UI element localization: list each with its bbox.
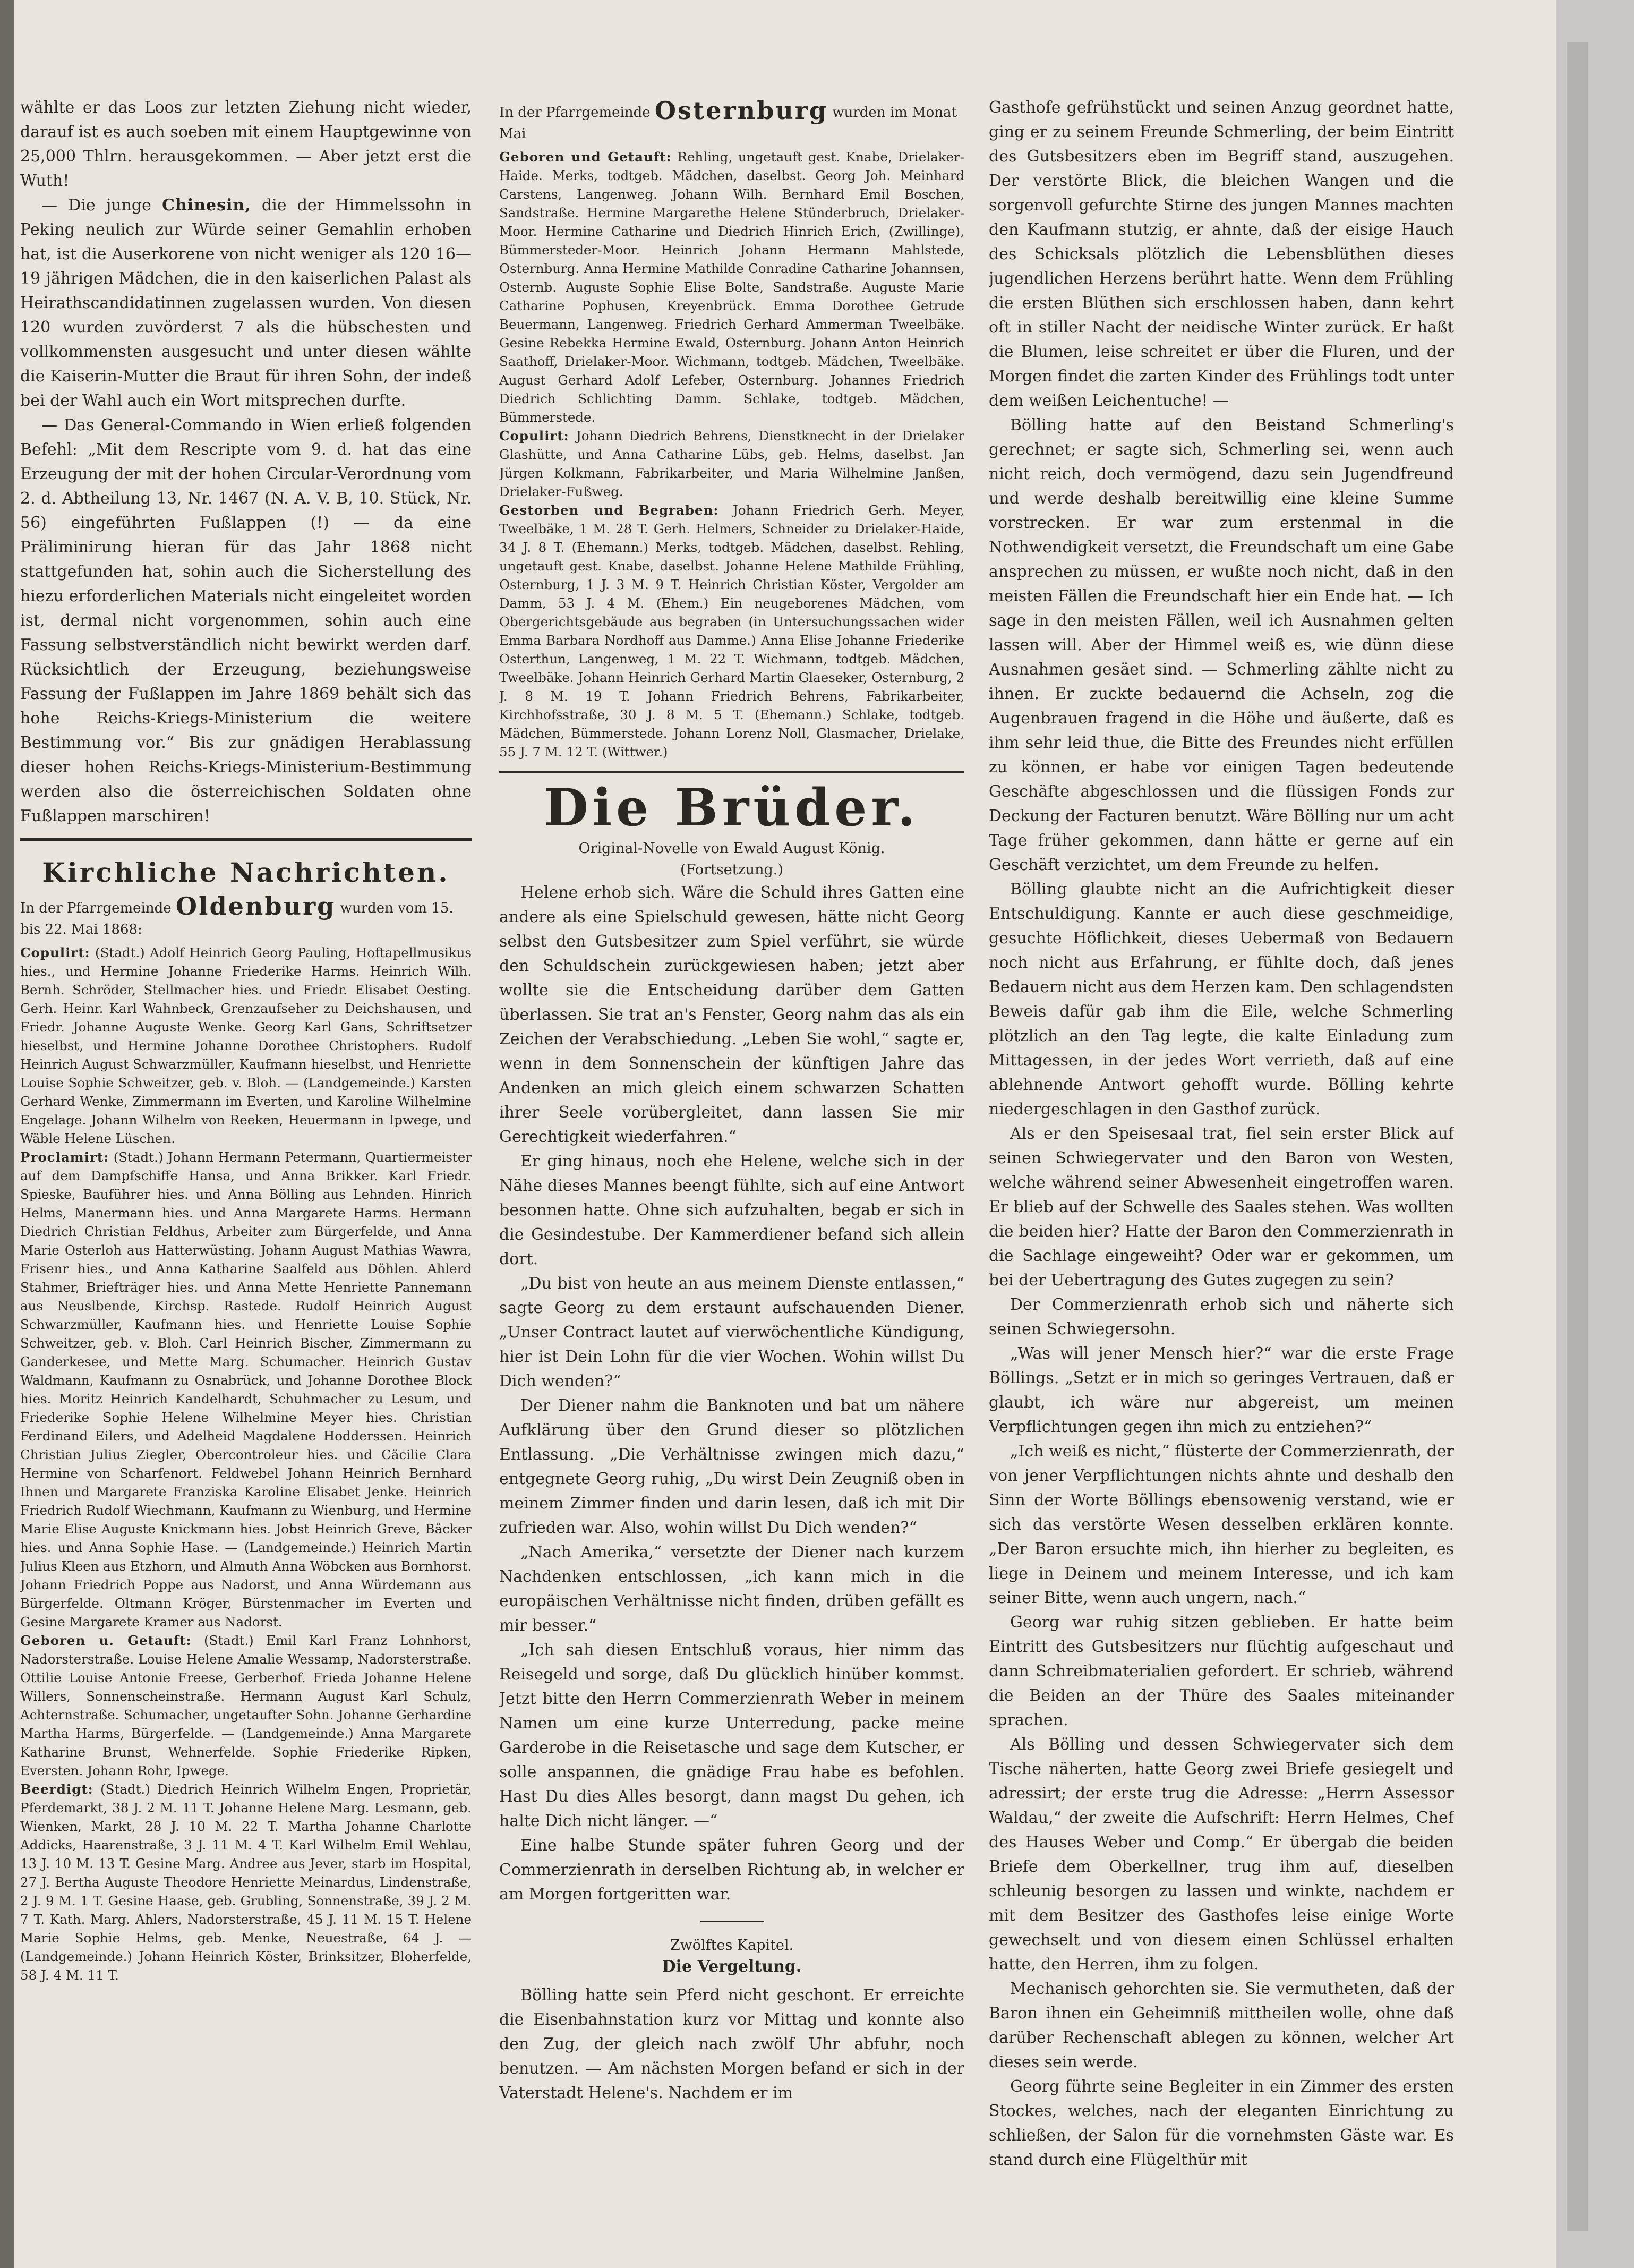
gestorben-text: Johann Friedrich Gerh. Meyer, Tweelbäke, 1 M. 28 T. Gerh. Helmers, Schneider zu Drielaker-Haide, 34 J. 8 T. (Ehemann.) Merks, todtgeb. Mädchen, daselbst. Rehling, ungetauft gest. Knabe, daselbst. Johanne Helene Mathilde Frühling, Osternburg, 1 J. 3 M. 9 T. Heinrich Christian Köster, Vergolder am Damm, 53 J. 4 M. (Ehem.) Ein neugeborenes Mädchen, vom Obergerichtsgebäude aus begraben (in Untersuchungssachen wider Emma Barbara Nordhoff aus Damme.) Anna Elise Johanne Friederike Osterthun, Langenweg, 1 M. 22 T. Wichmann, todtgeb. Mädchen, Tweelbäke. Johann Heinrich Gerhard Martin Glaeseker, Osternburg, 2 J. 8 M. 19 T. Johann Friedrich Behrens, Fabrikarbeiter, Kirchhofsstraße, 30 J. 8 M. 5 T. (Ehemann.) Schlake, todtgeb. Mädchen, Bümmerstede. Johann Lorenz Noll, Glasmacher, Drielake, 55 J. 7 M. 12 T. (Wittwer.) (499, 502, 964, 760)
copulirt-text: Johann Diedrich Behrens, Dienstknecht in der Drielaker Glashütte, und Anna Catharine Lübs, geb. Helms, daselbst. Jan Jürgen Kolkmann, Fabrikarbeiter, und Maria Wilhelmine Janßen, Drielaker-Fußweg. (499, 428, 964, 499)
parish-name: Oldenburg (175, 892, 336, 920)
article-chinese-text: die der Himmelssohn in Peking neulich zur Würde seiner Gemahlin erhoben hat, ist die Auserkorene von nicht weniger als 120 16—19 jährigen Mädchen, die in den kaiserlichen Palast als Heirathscandidatinnen zugelassen wurden. Von diesen 120 wurden zuvörderst 7 als die hübschesten und vollkommensten ausgesucht und unter diesen wählte die Kaiserin-Mutter die Braut für ihren Sohn, der indeß bei der Wahl auch ein Wort mitsprechen durfte. (20, 196, 472, 410)
novel-title: Die Brüder. (544, 778, 920, 838)
article-vienna-command: — Das General-Commando in Wien erließ folgenden Befehl: „Mit dem Rescripte vom 9. d. hat das eine Erzeugung der mit der hohen Circular-Verordnung vom 2. d. Abtheilung 13, Nr. 1467 (N. A. V. B, 10. Stück, Nr. 56) eingeführten Fußlappen (!) — da eine Präliminirung hieran für das Jahr 1868 nicht stattgefunden hat, sohin auch die Sicherstellung des hiezu erforderlichen Materials nicht eingeleitet worden ist, dermal nicht vorgenommen, sohin auch eine Fassung selbstverständlich nicht bewirkt werden darf. Rücksichtlich der Erzeugung, beziehungsweise Fassung der Fußlappen im Jahre 1869 behält sich das hohe Reichs-Kriegs-Ministerium die weitere Bestimmung vor.“ Bis zur gnädigen Herablassung dieser hohen Reichs-Kriegs-Ministerium-Bestimmung werden also die österreichischen Soldaten ohne Fußlappen marschiren! (20, 416, 472, 825)
chapter-divider (700, 1921, 764, 1922)
novel-paragraph: Bölling hatte sein Pferd nicht geschont. Er erreichte die Eisenbahnstation kurz vor Mittag und konnte also den Zug, der gleich nach zwölf Uhr abfuhr, noch benutzen. — Am nächsten Morgen befand er sich in der Vaterstadt Helene's. Nachdem er im (499, 1986, 964, 2102)
novel-paragraph: Georg war ruhig sitzen geblieben. Er hatte beim Eintritt des Gutsbesitzers nur flüchtig aufgeschaut und dann Schreibmaterialien gefordert. Er schrieb, während die Beiden an der Thüre des Saales miteinander sprachen. (989, 1613, 1454, 1729)
novel-subtitle: Original-Novelle von Ewald August König. (578, 840, 885, 857)
novel-paragraph: Helene erhob sich. Wäre die Schuld ihres Gatten eine andere als eine Spielschuld gewesen, hätte nicht Georg selbst den Gutsbesitzer zum Spiel verführt, sie würde den Schuldschein zurückgewiesen haben; jetzt aber wollte sie die Entscheidung darüber dem Gatten überlassen. Sie trat an's Fenster, Georg nahm das als ein Zeichen der Verabschiedung. „Leben Sie wohl,“ sagte er, wenn in dem Sonnenschein der künftigen Jahre das Andenken an mich gleich einem schwarzen Schatten ihrer Seele vorübergleitet, dann lassen Sie mir Gerechtigkeit wiederfahren.“ (499, 883, 964, 1146)
geboren-entry (20, 1631, 472, 1780)
novel-paragraph: „Ich weiß es nicht,“ flüsterte der Commerzienrath, der von jener Verpflichtungen nichts ahnte und deshalb den Sinn der Worte Böllings ebensowenig verstand, wie er sich das verstörte Wesen desselben erklären konnte. „Der Baron ersuchte mich, ihn hierher zu begleiten, es liege in Deinem und meinem Interesse, und ich kam seiner Bitte, wenn auch ungern, nach.“ (989, 1442, 1454, 1607)
novel-paragraph: „Was will jener Mensch hier?“ war die erste Frage Böllings. „Setzt er in mich so geringes Vertrauen, daß er glaubt, ich wäre nur abgereist, um meinen Verpflichtungen gegen ihn mich zu entziehen?“ (989, 1344, 1454, 1436)
article-chinese-lead: — Die junge (41, 196, 162, 215)
article-lottery-end: wählte er das Loos zur letzten Ziehung nicht wieder, darauf ist es auch soeben mit einem Hauptgewinne von 25,000 Thlrn. herausgekommen. — Aber jetzt erst die Wuth! (20, 98, 472, 190)
copulirt-label: Copulirt: (499, 428, 569, 444)
column-left (20, 96, 472, 2210)
novel-paragraph: Gasthofe gefrühstückt und seinen Anzug geordnet hatte, ging er zu seinem Freunde Schmerling, der beim Eintritt des Gutsbesitzers eben im Begriff stand, auszugehen. Der verstörte Blick, die bleichen Wangen und die sorgenvoll gefurchte Stirne des jungen Mannes machten den Kaufmann stutzig, er ahnte, daß der eisige Hauch des Schicksals plötzlich die Lebensblüthen dieses jugendlichen Herzens berührt hatte. Wenn dem Frühling die ersten Blüthen sich erschlossen haben, dann kehrt oft in stiller Nacht der neidische Winter zurück. Er haßt die Blumen, leise schreitet er über die Fluren, und der Morgen findet die zarten Kinder des Frühlings todt unter dem weißen Leichentuche! — (989, 98, 1454, 410)
novel-paragraph: Als er den Speisesaal trat, fiel sein erster Blick auf seinen Schwiegervater und den Baron von Westen, welche während seiner Abwesenheit eingetroffen waren. Er blieb auf der Schwelle des Saales stehen. Was wollten die beiden hier? Hatte der Baron den Commerzienrath in die Sachlage eingeweiht? Oder war er gekommen, um bei der Uebertragung des Gutes zugegen zu sein? (989, 1124, 1454, 1290)
page-binding-edge (0, 0, 14, 2268)
geboren-label: Geboren und Getauft: (499, 149, 672, 165)
chapter-title: Die Vergeltung. (662, 1957, 802, 1976)
novel-paragraph: „Du bist von heute an aus meinem Dienste entlassen,“ sagte Georg zu dem erstaunt aufschauenden Diener. „Unser Contract lautet auf vierwöchentliche Kündigung, hier ist Dein Lohn für die vier Wochen. Wohin willst Du Dich wenden?“ (499, 1274, 964, 1391)
page-edge-strip (1567, 42, 1588, 2231)
proclamirt-entry (20, 1148, 472, 1631)
novel-paragraph: Eine halbe Stunde später fuhren Georg und der Commerzienrath in derselben Richtung ab, in welcher er am Morgen fortgeritten war. (499, 1836, 964, 1904)
novel-paragraph: Bölling glaubte nicht an die Aufrichtigkeit dieser Entschuldigung. Kannte er auch diese geschmeidige, gesuchte Höflichkeit, dieses Uebermaß von Bedauern noch nicht aus Erfahrung, er fühlte doch, daß jenes Bedauern nicht aus dem Herzen kam. Den schlagendsten Beweis dafür gab ihm die Eile, welche Schmerling plötzlich an den Tag legte, die kalte Einladung zum Mittagessen, in der jedes Wort verrieth, daß auf eine ablehnende Antwort gehofft wurde. Bölling kehrte niedergeschlagen in den Gasthof zurück. (989, 880, 1454, 1119)
section-divider (20, 838, 472, 841)
gestorben-label: Gestorben und Begraben: (499, 502, 719, 518)
novel-paragraph: „Nach Amerika,“ versetzte der Diener nach kurzem Nachdenken entschlossen, „ich kann mich in die europäischen Verhältnisse nicht finden, drüben gefällt es mir besser.“ (499, 1543, 964, 1635)
parish-suffix: wurden im Monat Mai (499, 105, 957, 142)
novel-paragraph: Der Commerzienrath erhob sich und näherte sich seinen Schwiegersohn. (989, 1295, 1454, 1338)
geboren-entry (499, 148, 964, 427)
parish-name: Osternburg (654, 96, 828, 125)
beerdigt-text: (Stadt.) Diedrich Heinrich Wilhelm Engen, Proprietär, Pferdemarkt, 38 J. 2 M. 11 T. Johanne Helene Marg. Lesmann, geb. Wienken, Markt, 28 J. 10 M. 22 T. Martha Johanne Charlotte Addicks, Haarenstraße, 3 J. 11 M. 4 T. Karl Wilhelm Emil Wehlau, 13 J. 10 M. 13 T. Gesine Marg. Andree aus Jever, starb im Hospital, 27 J. Bertha Auguste Theodore Henriette Meinardus, Lindenstraße, 2 J. 9 M. 1 T. Gesine Haase, geb. Grubling, Sonnenstraße, 39 J. 2 M. 7 T. Kath. Marg. Ahlers, Nadorsterstraße, 45 J. 11 M. 15 T. Helene Marie Sophie Helms, geb. Menke, Neuestraße, 64 J. — (Landgemeinde.) Johann Heinrich Köster, Brinksitzer, Bloherfelde, 58 J. 4 M. 11 T. (20, 1781, 472, 1983)
copulirt-entry (20, 943, 472, 1148)
gestorben-entry (499, 501, 964, 761)
geboren-text: Rehling, ungetauft gest. Knabe, Drielaker-Haide. Merks, todtgeb. Mädchen, daselbst. Georg Joh. Meinhard Carstens, Langenweg. Johann Wilh. Bernhard Emil Boschen, Sandstraße. Hermine Margarethe Helene Stünderbruch, Drielaker-Moor. Hermine Catharine und Diedrich Hinrich Erich, (Zwillinge), Bümmersteder-Moor. Heinrich Johann Hermann Mahlstede, Osternburg. Anna Hermine Mathilde Conradine Catharine Johannsen, Osternb. Auguste Sophie Elise Bolte, Sandstraße. Auguste Marie Catharine Pophusen, Kreyenbrück. Emma Dorothee Getrude Beuermann, Langenweg. Friedrich Gerhard Ammerman Tweelbäke. Gesine Rebekka Hermine Ewald, Osternburg. Johann Anton Heinrich Saathoff, Drielaker-Moor. Wichmann, todtgeb. Mädchen, Tweelbäke. August Gerhard Adolf Lefeber, Osternburg. Johannes Friedrich Diedrich Schlichting Damm. Schlake, todtgeb. Mädchen, Bümmerstede. (499, 149, 964, 425)
copulirt-entry (499, 427, 964, 501)
beerdigt-entry (20, 1780, 472, 1984)
parish-prefix: In der Pfarrgemeinde (499, 105, 651, 121)
novel-paragraph: „Ich sah diesen Entschluß voraus, hier nimm das Reisegeld und sorge, daß Du glücklich hinüber kommst. Jetzt bitte den Herrn Commerzienrath Weber in meinem Namen um eine kurze Unterredung, packe meine Garderobe in die Reisetasche und sage dem Kutscher, er solle anspannen, die gnädige Frau habe es befohlen. Hast Du dies Alles besorgt, dann magst Du gehen, ich halte Dich nicht länger. —“ (499, 1641, 964, 1830)
geboren-text: (Stadt.) Emil Karl Franz Lohnhorst, Nadorsterstraße. Louise Helene Amalie Wessamp, Nadorsterstraße. Ottilie Louise Antonie Freese, Gerberhof. Frieda Johanne Helene Willers, Sonnenscheinstraße. Hermann August Karl Schulz, Achternstraße. Schumacher, ungetaufter Sohn. Johanne Gerhardine Martha Harms, Bürgerfelde. — (Landgemeinde.) Anna Margarete Katharine Brunst, Wehnerfelde. Sophie Friederike Ripken, Eversten. Johann Rohr, Ipwege. (20, 1633, 472, 1778)
novel-paragraph: Er ging hinaus, noch ehe Helene, welche sich in der Nähe dieses Mannes beengt fühlte, sich auf eine Antwort besonnen hatte. Ohne sich aufzuhalten, begab er sich in die Gesindestube. Der Kammerdiener befand sich allein dort. (499, 1152, 964, 1268)
column-right (989, 96, 1454, 2210)
novel-paragraph: Mechanisch gehorchten sie. Sie vermutheten, daß der Baron ihnen ein Geheimniß mittheilen wolle, ohne daß darüber Rechenschaft ablegen zu können, welcher Art dieses sein werde. (989, 1980, 1454, 2071)
article-chinese-bride (20, 193, 472, 413)
article-chinese-keyword: Chinesin, (162, 196, 251, 215)
geboren-label: Geboren u. Getauft: (20, 1633, 192, 1648)
novel-paragraph: Bölling hatte auf den Beistand Schmerling's gerechnet; er sagte sich, Schmerling sei, wenn auch nicht reich, doch vermögend, dazu sein Jugendfreund und werde deshalb bereitwillig eine kleine Summe vorstrecken. Er war zum erstenmal in die Nothwendigkeit versetzt, die Freundschaft um eine Gabe ansprechen zu müssen, er wußte noch nicht, daß in den meisten Fällen die Freundschaft hier ein Ende hat. — Ich sage in den meisten Fällen, weil ich Ausnahmen gelten lassen will. Aber der Himmel weiß es, wie dünn diese Ausnahmen gesäet sind. — Schmerling zählte nicht zu ihnen. Er zuckte bedauernd die Achseln, zog die Augenbrauen fragend in die Höhe und äußerte, daß es ihm sehr leid thue, die Bitte des Freundes nicht erfüllen zu können, er habe vor einigen Tagen bedeutende Geschäfte abgeschlossen und die flüssigen Fonds zur Deckung der Facturen benutzt. Wäre Bölling nur um acht Tage früher gekommen, dann hätte er gerne auf ein Geschäft verzichtet, um dem Freunde zu helfen. (989, 416, 1454, 874)
parish-suffix: wurden vom 15. bis 22. Mai 1868: (20, 900, 454, 937)
section-title-church-news: Kirchliche Nachrichten. (42, 857, 450, 888)
chapter-number: Zwölftes Kapitel. (670, 1937, 794, 1954)
parish-prefix: In der Pfarrgemeinde (20, 900, 172, 916)
proclamirt-text: (Stadt.) Johann Hermann Petermann, Quartiermeister auf dem Dampfschiffe Hansa, und Anna Brikker. Karl Friedr. Spieske, Bauführer hies. und Anna Bölling aus Lehnden. Hinrich Helms, Manermann hies. und Anna Margarete Harms. Hermann Diedrich Christian Feldhus, Arbeiter zum Bürgerfelde, und Anna Marie Osterloh aus Hatterwüsting. Johann August Mathias Wawra, Frisenr hies., und Anna Katharine Saalfeld aus Döhlen. Ahlerd Stahmer, Briefträger hies. und Anna Mette Henriette Pannemann aus Neuslbende, Kirchsp. Rastede. Rudolf Heinrich August Schwarzmüller, Kaufmann hies. und Henriette Louise Sophie Schweitzer, geb. v. Bloh. Carl Heinrich Bischer, Zimmermann zu Ganderkesee, und Mette Marg. Schumacher. Heinrich Gustav Waldmann, Kaufmann zu Osnabrück, und Johanne Dorothee Block hies. Moritz Heinrich Kandelhardt, Schuhmacher zu Lesum, und Friederike Sophie Helene Wilhelmine Meyer hies. Christian Ferdinand Eilers, und Adelheid Magdalene Hodderssen. Heinrich Christian Julius Ziegler, Obercontroleur hies. und Cäcilie Clara Hermine von Scharfenort. Feldwebel Johann Heinrich Bernhard Ihnen und Margarete Franziska Karoline Elisabet Jenke. Heinrich Friedrich Rudolf Wiechmann, Kaufmann zu Wienburg, und Hermine Marie Elise Auguste Knickmann hies. Jobst Heinrich Greve, Bäcker hies. und Anna Sophie Hase. — (Landgemeinde.) Heinrich Martin Julius Kleen aus Etzhorn, und Almuth Anna Wöbcken aus Bornhorst. Johann Friedrich Poppe aus Nadorst, und Anna Würdemann aus Bürgerfelde. Oltmann Kröger, Bürstenmacher im Everten und Gesine Margarete Kramer aus Nadorst. (20, 1149, 472, 1630)
novel-paragraph: Als Bölling und dessen Schwiegervater sich dem Tische näherten, hatte Georg zwei Briefe gesiegelt und adressirt; der erste trug die Adresse: „Herrn Assessor Waldau,“ der zweite die Aufschrift: Herrn Helmes, Chef des Hauses Weber und Comp.“ Er übergab die beiden Briefe dem Oberkellner, trug ihm auf, dieselben schleunig besorgen zu lassen und winkte, nachdem er mit dem Besitzer des Gasthofes leise einige Worte gewechselt und von diesem einen Schlüssel erhalten hatte, den Herren, ihm zu folgen. (989, 1735, 1454, 1974)
copulirt-label: Copulirt: (20, 945, 90, 960)
section-divider (499, 771, 964, 773)
proclamirt-label: Proclamirt: (20, 1149, 109, 1165)
novel-paragraph: Georg führte seine Begleiter in ein Zimmer des ersten Stockes, welches, nach der eleganten Einrichtung zu schließen, der Salon für die vornehmsten Gäste war. Es stand durch eine Flügelthür mit (989, 2077, 1454, 2169)
column-middle (499, 96, 964, 2210)
parish-heading-osternburg (499, 96, 964, 144)
beerdigt-label: Beerdigt: (20, 1781, 93, 1797)
parish-heading-oldenburg (20, 892, 472, 940)
copulirt-text: (Stadt.) Adolf Heinrich Georg Pauling, Hoftapellmusikus hies., und Hermine Johanne Friederike Harms. Heinrich Wilh. Bernh. Schröder, Stellmacher hies. und Friedr. Elisabet Oesting. Gerh. Heinr. Karl Wahnbeck, Grenzaufseher zu Deichshausen, und Friedr. Johanne Auguste Wenke. Georg Karl Gans, Schriftsetzer hieselbst, und Hermine Johanne Dorothee Christophers. Rudolf Heinrich August Schwarzmüller, Kaufmann hieselbst, und Henriette Louise Sophie Schweitzer, geb. v. Bloh. — (Landgemeinde.) Karsten Gerhard Wenke, Zimmermann im Everten, und Karoline Wilhelmine Engelage. Johann Wilhelm von Reeken, Heuermann in Ipwege, und Wäble Helene Lüschen. (20, 945, 472, 1146)
novel-paragraph: Der Diener nahm die Banknoten und bat um nähere Aufklärung über den Grund dieser so plötzlichen Entlassung. „Die Verhältnisse zwingen mich dazu,“ entgegnete Georg ruhig, „Du wirst Dein Zeugniß oben in meinem Zimmer finden und darin lesen, daß ich mit Dir zufrieden war. Also, wohin willst Du Dich wenden?“ (499, 1396, 964, 1537)
novel-continuation: (Fortsetzung.) (680, 862, 783, 878)
